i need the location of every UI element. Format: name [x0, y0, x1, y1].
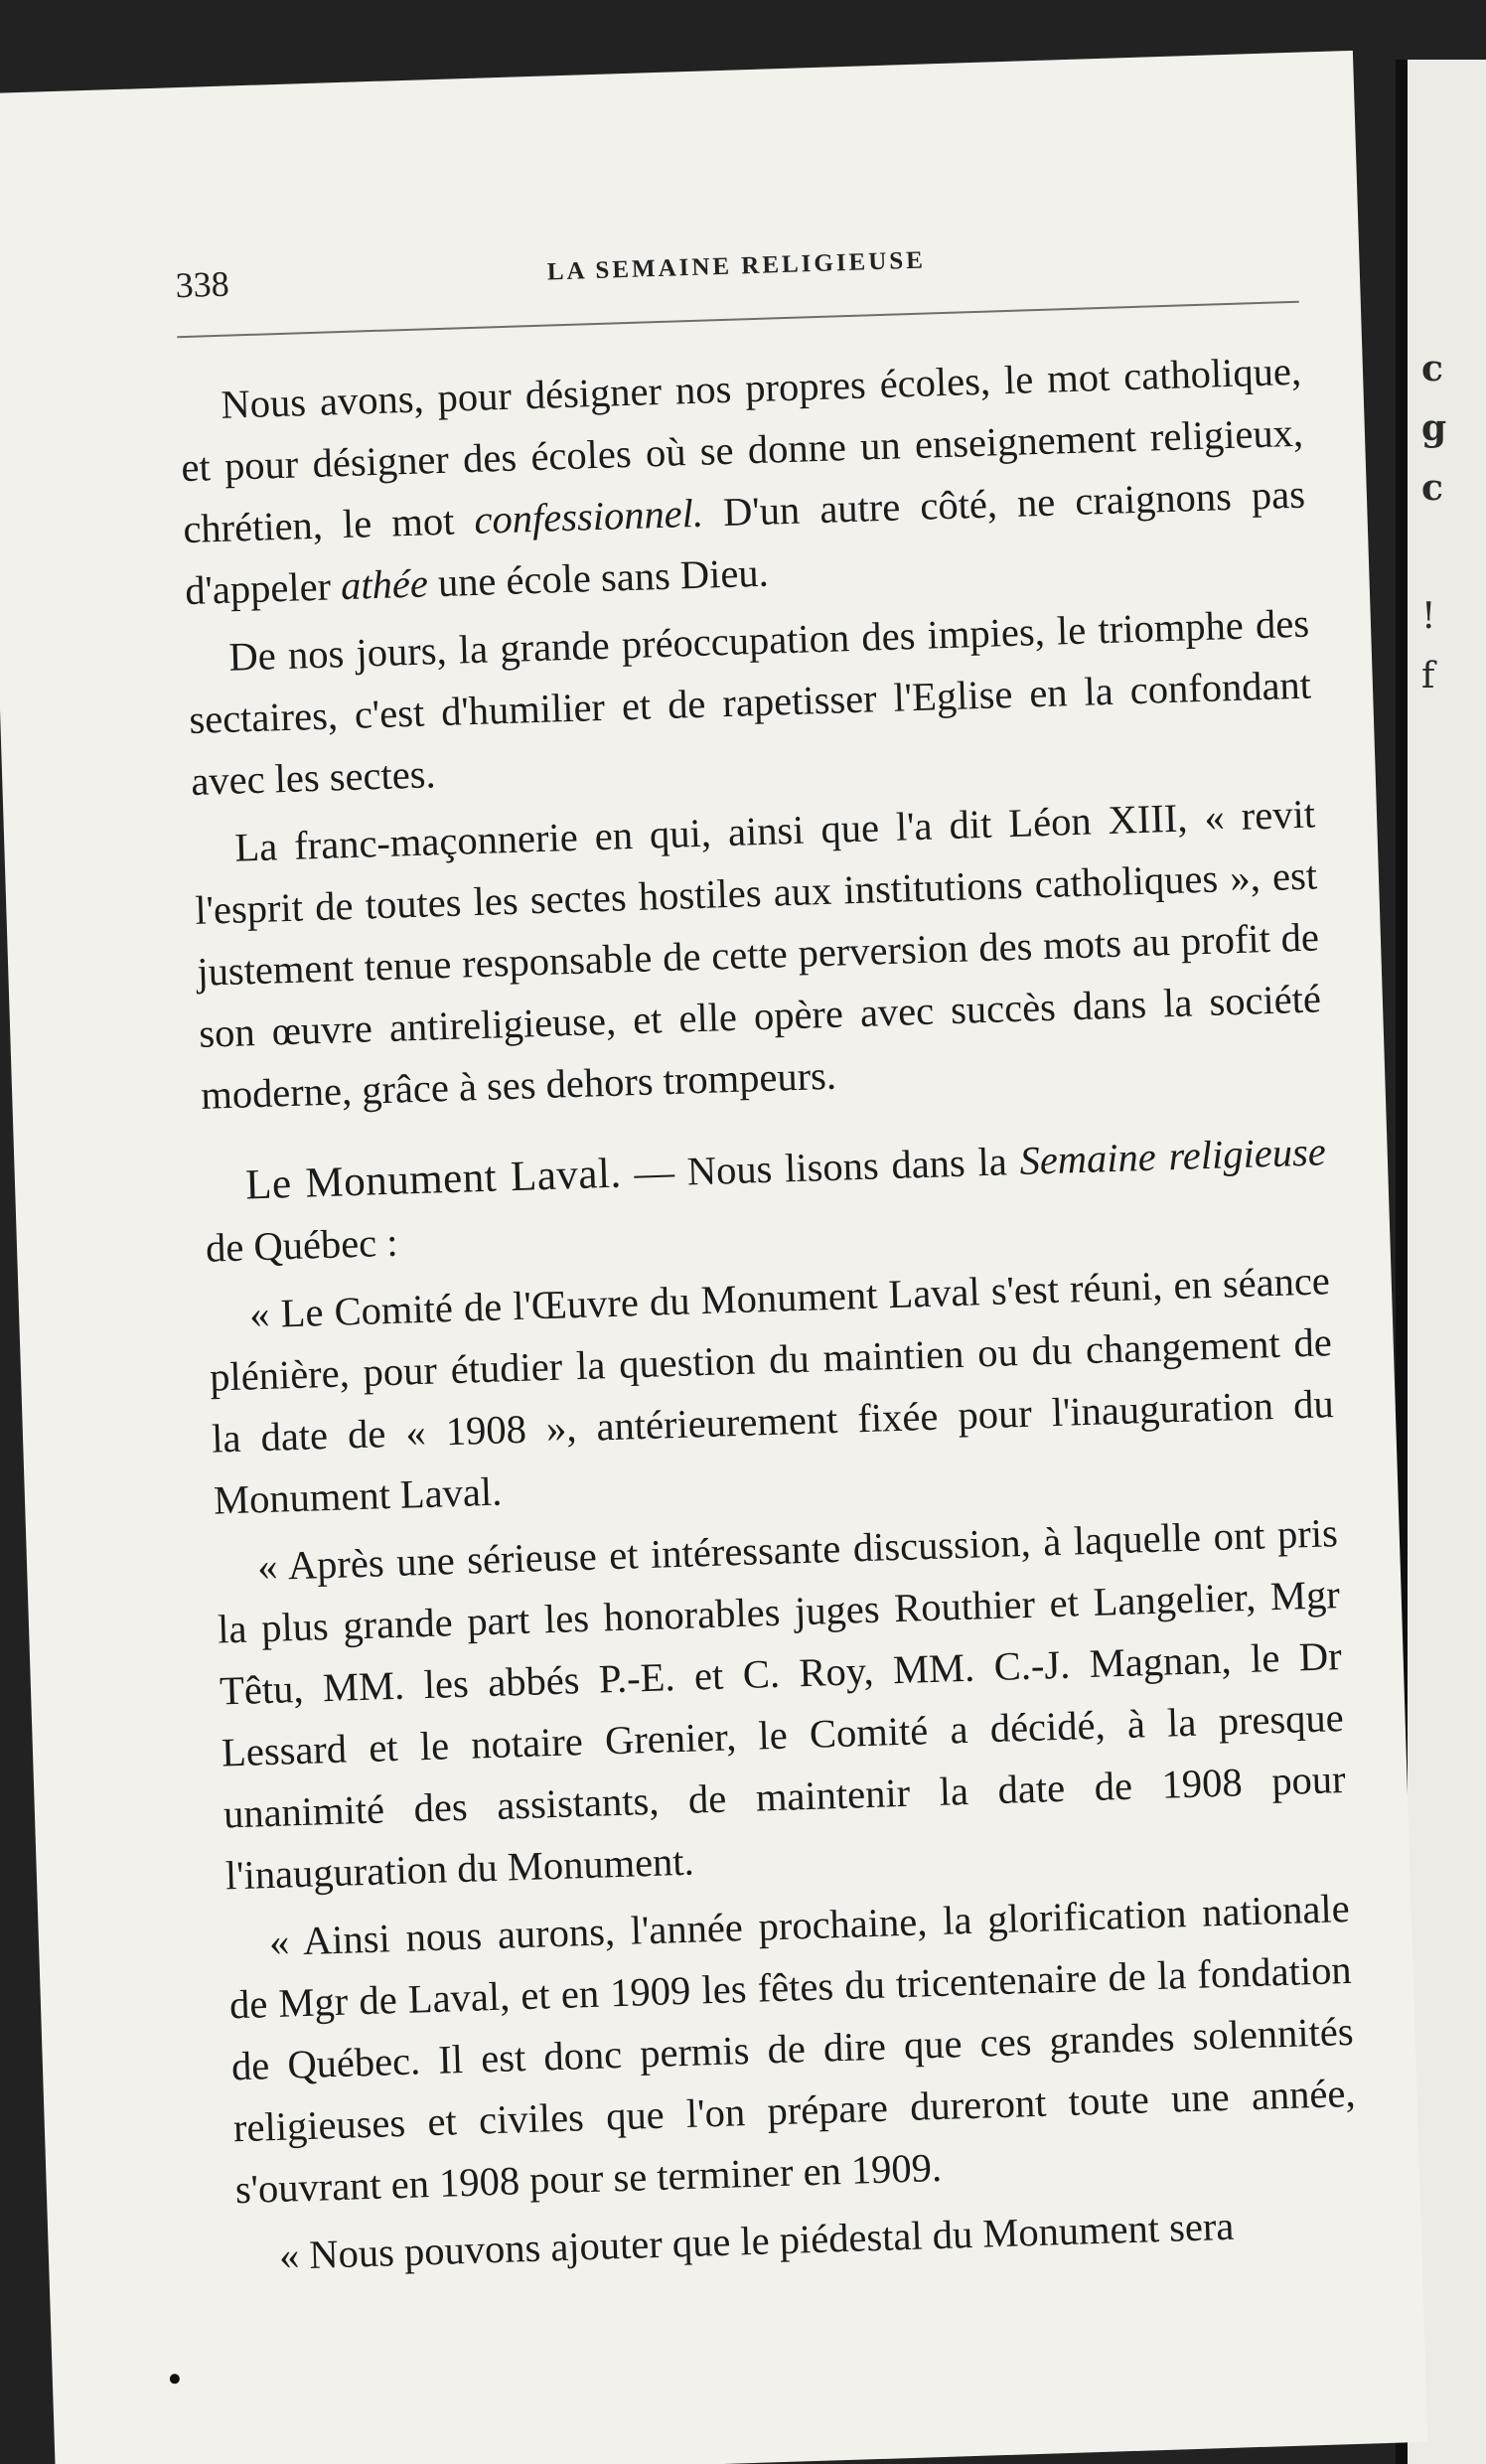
page-number: 338: [175, 263, 230, 306]
quote-paragraph: « Nous pouvons ajouter que le piédestal du Monument sera: [278, 2203, 1235, 2278]
page-header: [175, 222, 1298, 316]
quote-paragraph: « Après une sérieuse et intéressante discussion, à laquelle ont pris la plus grande part les honorables juges Routhier et Langelier, Mgr Têtu, MM. les abbés P.-E. et C. Roy, MM. C.-J. Magnan, le Dr Lessard et le notaire Grenier, le Comité a décidé, à la presque unanimité des assistants, de maintenir la date de 1908 pour l'inauguration du Monument.: [217, 1510, 1347, 1899]
section-title: Le Monument Laval.: [244, 1150, 623, 1209]
source-title: Semaine religieuse: [1018, 1129, 1327, 1183]
facing-page-fragment: c: [1421, 348, 1443, 389]
quote-paragraph: « Le Comité de l'Œuvre du Monument Laval s'est réuni, en séance plénière, pour étudier la question du maintien ou du changement de la date de « 1908 », antérieurement fixée pour l'inauguration du Monument Laval.: [209, 1258, 1335, 1523]
running-title: LA SEMAINE RELIGIEUSE: [546, 246, 927, 286]
paragraph: Nous avons, pour désigner nos propres écoles, le mot catholique, et pour désigner des écoles où se donne un enseignement religieux, chrétien, le mot confessionnel. D'un autre côté, ne craignons pas d'appeler athée une école sans Dieu.: [180, 348, 1306, 614]
facing-page-fragment: !: [1421, 596, 1436, 637]
facing-page-fragment: g: [1421, 407, 1447, 449]
ink-speck: [170, 2374, 180, 2384]
paragraph: De nos jours, la grande préoccupation des impies, le triomphe des sectaires, c'est d'humilier et de rapetisser l'Eglise en la confondant avec les sectes.: [188, 600, 1312, 804]
book-page: [0, 51, 1427, 2464]
quote-paragraph: « Ainsi nous aurons, l'année prochaine, la glorification nationale de Mgr de Laval, et en 1909 les fêtes du tricentenaire de la fondation de Québec. Il est donc permis de dire que ces grandes solennités religieuses et civiles que l'on prépare dureront toute une année, s'ouvrant en 1908 pour se terminer en 1909.: [228, 1885, 1357, 2213]
facing-page-fragment: c: [1421, 467, 1443, 509]
page-body: [179, 341, 1361, 2295]
facing-page-fragment: f: [1421, 656, 1435, 696]
paragraph: La franc-maçonnerie en qui, ainsi que l'a dit Léon XIII, « revit l'esprit de toutes les sectes hostiles aux institutions catholiques », est justement tenue responsable de cette perversion des mots au profit de son œuvre antireligieuse, et elle opère avec succès dans la société moderne, grâce à ses dehors trompeurs.: [194, 791, 1322, 1118]
section-paragraph: Le Monument Laval. — Nous lisons dans la Semaine religieuse de Québec :: [205, 1129, 1327, 1271]
